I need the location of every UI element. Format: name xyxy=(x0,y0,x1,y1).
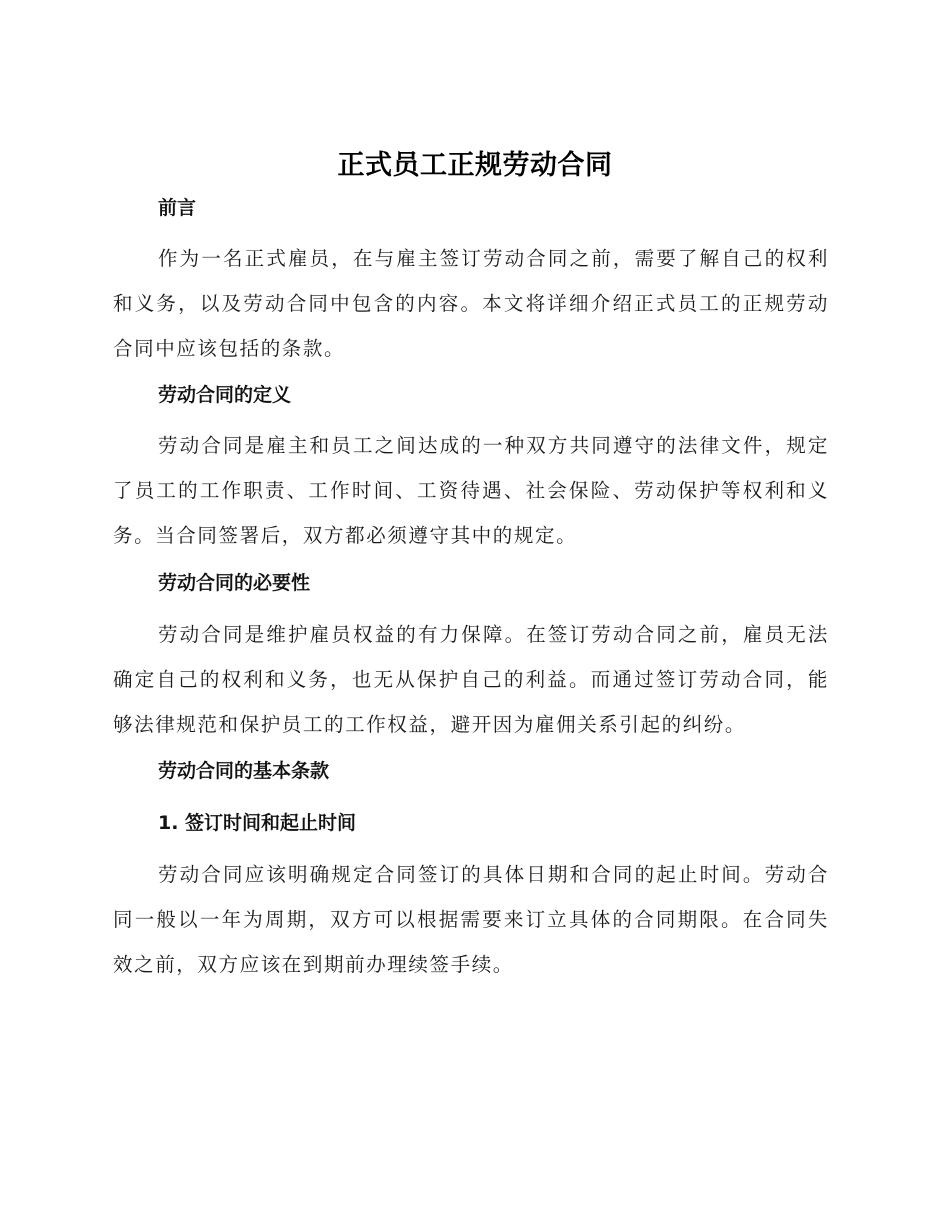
section-heading-definition: 劳动合同的定义 xyxy=(158,384,292,406)
section-paragraph-definition: 劳动合同是雇主和员工之间达成的一种双方共同遵守的法律文件，规定了员工的工作职责、工作时间、工资待遇、社会保险、劳动保护等权利和义务。当合同签署后，双方都必须遵守其中的规定。 xyxy=(113,434,829,547)
section-heading-necessity: 劳动合同的必要性 xyxy=(158,572,311,594)
section-heading-basic-terms: 劳动合同的基本条款 xyxy=(158,760,330,782)
section-paragraph-necessity: 劳动合同是维护雇员权益的有力保障。在签订劳动合同之前，雇员无法确定自己的权利和义务，也无从保护自己的利益。而通过签订劳动合同，能够法律规范和保护员工的工作权益，避开因为雇佣关系引起的纠纷。 xyxy=(113,623,829,736)
section-paragraph-signing-time: 劳动合同应该明确规定合同签订的具体日期和合同的起止时间。劳动合同一般以一年为周期，双方可以根据需要来订立具体的合同期限。在合同失效之前，双方应该在到期前办理续签手续。 xyxy=(113,863,829,976)
section-paragraph-preface: 作为一名正式雇员，在与雇主签订劳动合同之前，需要了解自己的权利和义务，以及劳动合同中包含的内容。本文将详细介绍正式员工的正规劳动合同中应该包括的条款。 xyxy=(113,247,829,360)
document-title: 正式员工正规劳动合同 xyxy=(337,150,613,181)
section-heading-preface: 前言 xyxy=(158,197,197,219)
section-heading-signing-time: 1. 签订时间和起止时间 xyxy=(158,812,357,834)
